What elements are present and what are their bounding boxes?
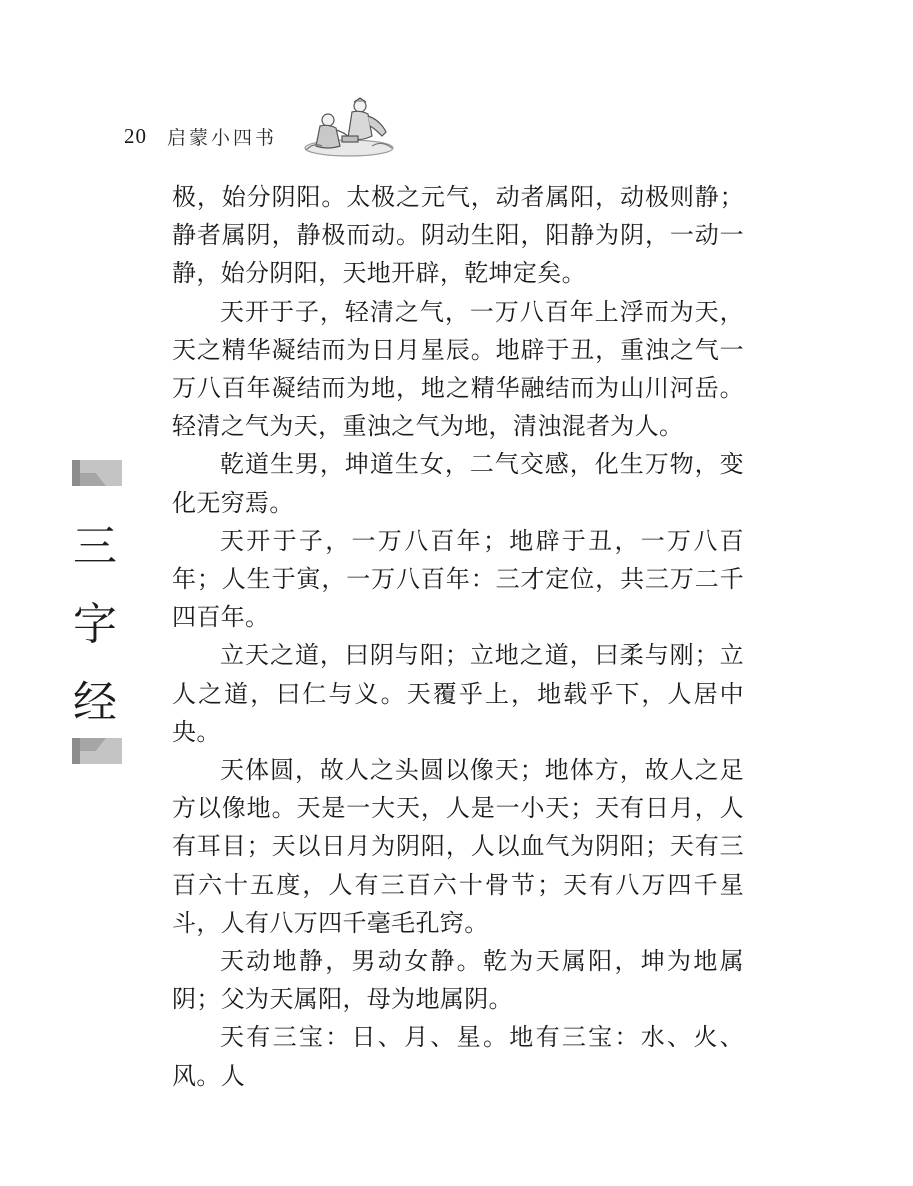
paragraph: 极，始分阴阳。太极之元气，动者属阳，动极则静；静者属阴，静极而动。阴动生阳，阳静为阴，一动一静，始分阴阳，天地开辟，乾坤定矣。 xyxy=(172,183,744,288)
paragraph: 天开于子，轻清之气，一万八百年上浮而为天，天之精华凝结而为日月星辰。地辟于丑，重浊之气一万八百年凝结而为地，地之精华融结而为山川河岳。轻清之气为天，重浊之气为地，清浊混者为人。 xyxy=(172,297,744,441)
page-header xyxy=(124,118,277,154)
body-text xyxy=(172,178,744,1095)
paragraph: 天有三宝：日、月、星。地有三宝：水、火、风。人 xyxy=(172,1023,744,1090)
book-title: 启蒙小四书 xyxy=(167,126,278,149)
paragraph: 立天之道，曰阴与阳；立地之道，曰柔与刚；立人之道，曰仁与义。天覆乎上，地载乎下，人居中央。 xyxy=(172,641,744,746)
page-number: 20 xyxy=(124,123,147,148)
side-title-char: 经 xyxy=(73,677,117,728)
side-bracket-icon xyxy=(72,738,122,764)
paragraph: 天动地静，男动女静。乾为天属阳，坤为地属阴；父为天属阳，母为地属阴。 xyxy=(172,947,744,1014)
paragraph: 天体圆，故人之头圆以像天；地体方，故人之足方以像地。天是一大天，人是一小天；天有日月，人有耳目；天以日月为阴阳，人以血气为阴阳；天有三百六十五度，人有三百六十骨节；天有八万四千星斗，人有八万四千毫毛孔窍。 xyxy=(172,756,744,937)
side-title xyxy=(62,508,128,742)
side-bracket-icon xyxy=(72,460,122,486)
scholars-illustration-icon xyxy=(302,96,396,158)
paragraph: 乾道生男，坤道生女，二气交感，化生万物，变化无穷焉。 xyxy=(172,450,744,517)
side-title-char: 字 xyxy=(73,599,117,650)
paragraph: 天开于子，一万八百年；地辟于丑，一万八百年；人生于寅，一万八百年：三才定位，共三万二千四百年。 xyxy=(172,526,744,632)
side-title-char: 三 xyxy=(73,521,117,572)
